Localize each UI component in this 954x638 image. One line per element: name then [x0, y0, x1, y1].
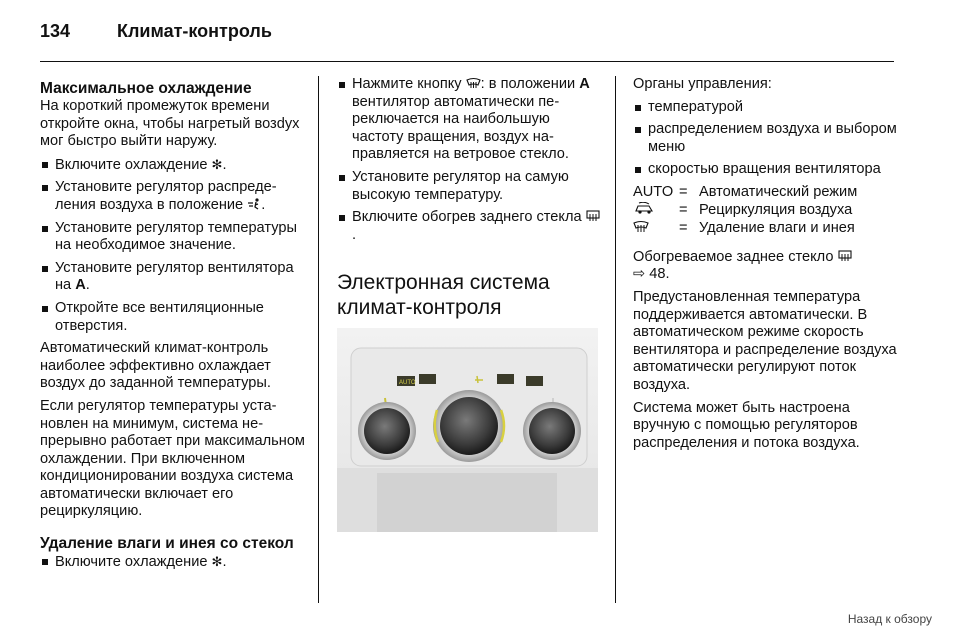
rear-window-note: Обогреваемое заднее стекло ⇨ 48.: [633, 249, 899, 284]
page-number: 134: [40, 21, 71, 41]
paragraph-min-temp: Если регулятор температуры установлен на минимум, система непрерывно работает при максимальном охлаждении. При включенном кондиционировании воздуха система автоматически включает его рециркуляцию.: [40, 397, 305, 520]
legend-key: AUTO: [633, 183, 674, 200]
heading-max-cooling: Максимальное охлаждение: [40, 80, 252, 97]
fan-level-label: A: [75, 277, 86, 294]
snowflake-icon: ✻: [211, 554, 223, 570]
list-item: Установите регулятор на самую высокую температуру.: [337, 169, 603, 204]
list-item: температурой: [633, 99, 899, 117]
column-divider-2: [615, 76, 616, 603]
controls-intro: Органы управления:: [633, 76, 772, 92]
legend-value: Удаление влаги и инея: [699, 220, 855, 237]
list-item: Откройте все вентиляционные отверстия.: [40, 300, 306, 335]
column-divider-1: [318, 76, 319, 603]
auto-button-label: AUTO: [399, 380, 416, 386]
column-3: [633, 76, 899, 457]
header-rule: [40, 61, 894, 62]
rear-window-heat-icon: [838, 250, 852, 262]
list-item: Нажмите кнопку : в положении A вентилятор автоматически переключается на наибольшую частоту вращения, воздух направляется на ветровое стекло.: [337, 76, 603, 164]
legend-row: AUTO = Автоматический режим: [633, 183, 858, 200]
back-to-overview-link[interactable]: Назад к обзору: [847, 612, 932, 626]
page-reference[interactable]: 48.: [649, 266, 670, 283]
windscreen-defrost-icon: [633, 220, 679, 239]
legend-value: Рециркуляция воздуха: [699, 201, 853, 218]
legend-value: Автоматический режим: [699, 183, 858, 200]
list-item: Включите охлаждение ✻.: [40, 553, 306, 572]
climate-panel-photo: [337, 328, 598, 532]
heading-defrost: Удаление влаги и инея со стекол: [40, 535, 294, 553]
recirculation-icon: [633, 202, 679, 221]
column-2: [337, 76, 603, 340]
paragraph-manual: Система может быть настроена вручную с помощью регуляторов распределения и потока воздуха.: [633, 399, 860, 451]
chapter-title: Климат-контроль: [117, 21, 272, 41]
list-item: Установите регулятор температуры на необходимое значение.: [40, 220, 306, 255]
page-reference-icon: ⇨: [633, 266, 646, 283]
paragraph-auto-climate: Автоматический климат-контроль наиболее эффективно охлаждает воздух до заданной температуры.: [40, 340, 271, 392]
windscreen-defrost-icon: [466, 77, 481, 89]
fan-level-label: A: [579, 76, 590, 92]
paragraph-preset: Предустановленная температура поддерживается автоматически. В автоматическом режиме скорость вентилятора и распределение воздуха автоматически регулируют поток воздуха.: [633, 288, 897, 393]
section-heading: Электронная система климат-контроля: [337, 271, 550, 320]
column-1: [40, 80, 306, 577]
climate-panel-illustration: [337, 328, 598, 532]
list-item: Установите регулятор распределения воздуха в положение .: [40, 179, 306, 214]
list-item: скоростью вращения вентилятора: [633, 161, 899, 179]
list-item: Установите регулятор вентилятора на A.: [40, 260, 306, 295]
symbol-legend: [633, 184, 857, 239]
list-item: распределением воздуха и выбором меню: [633, 121, 899, 156]
legend-row: = Рециркуляция воздуха: [633, 202, 857, 221]
list-item: Включите охлаждение ✻.: [40, 156, 306, 175]
snowflake-icon: ✻: [211, 156, 223, 172]
legend-row: = Удаление влаги и инея: [633, 220, 857, 239]
list-item: Включите обогрев заднего стекла .: [337, 209, 603, 244]
rear-window-heat-icon: [586, 210, 600, 222]
air-distribution-icon: [247, 198, 261, 210]
paragraph-open-windows: На короткий промежуток времени откройте окна, чтобы нагретый возdух мог быстро выйти наружу.: [40, 98, 300, 150]
